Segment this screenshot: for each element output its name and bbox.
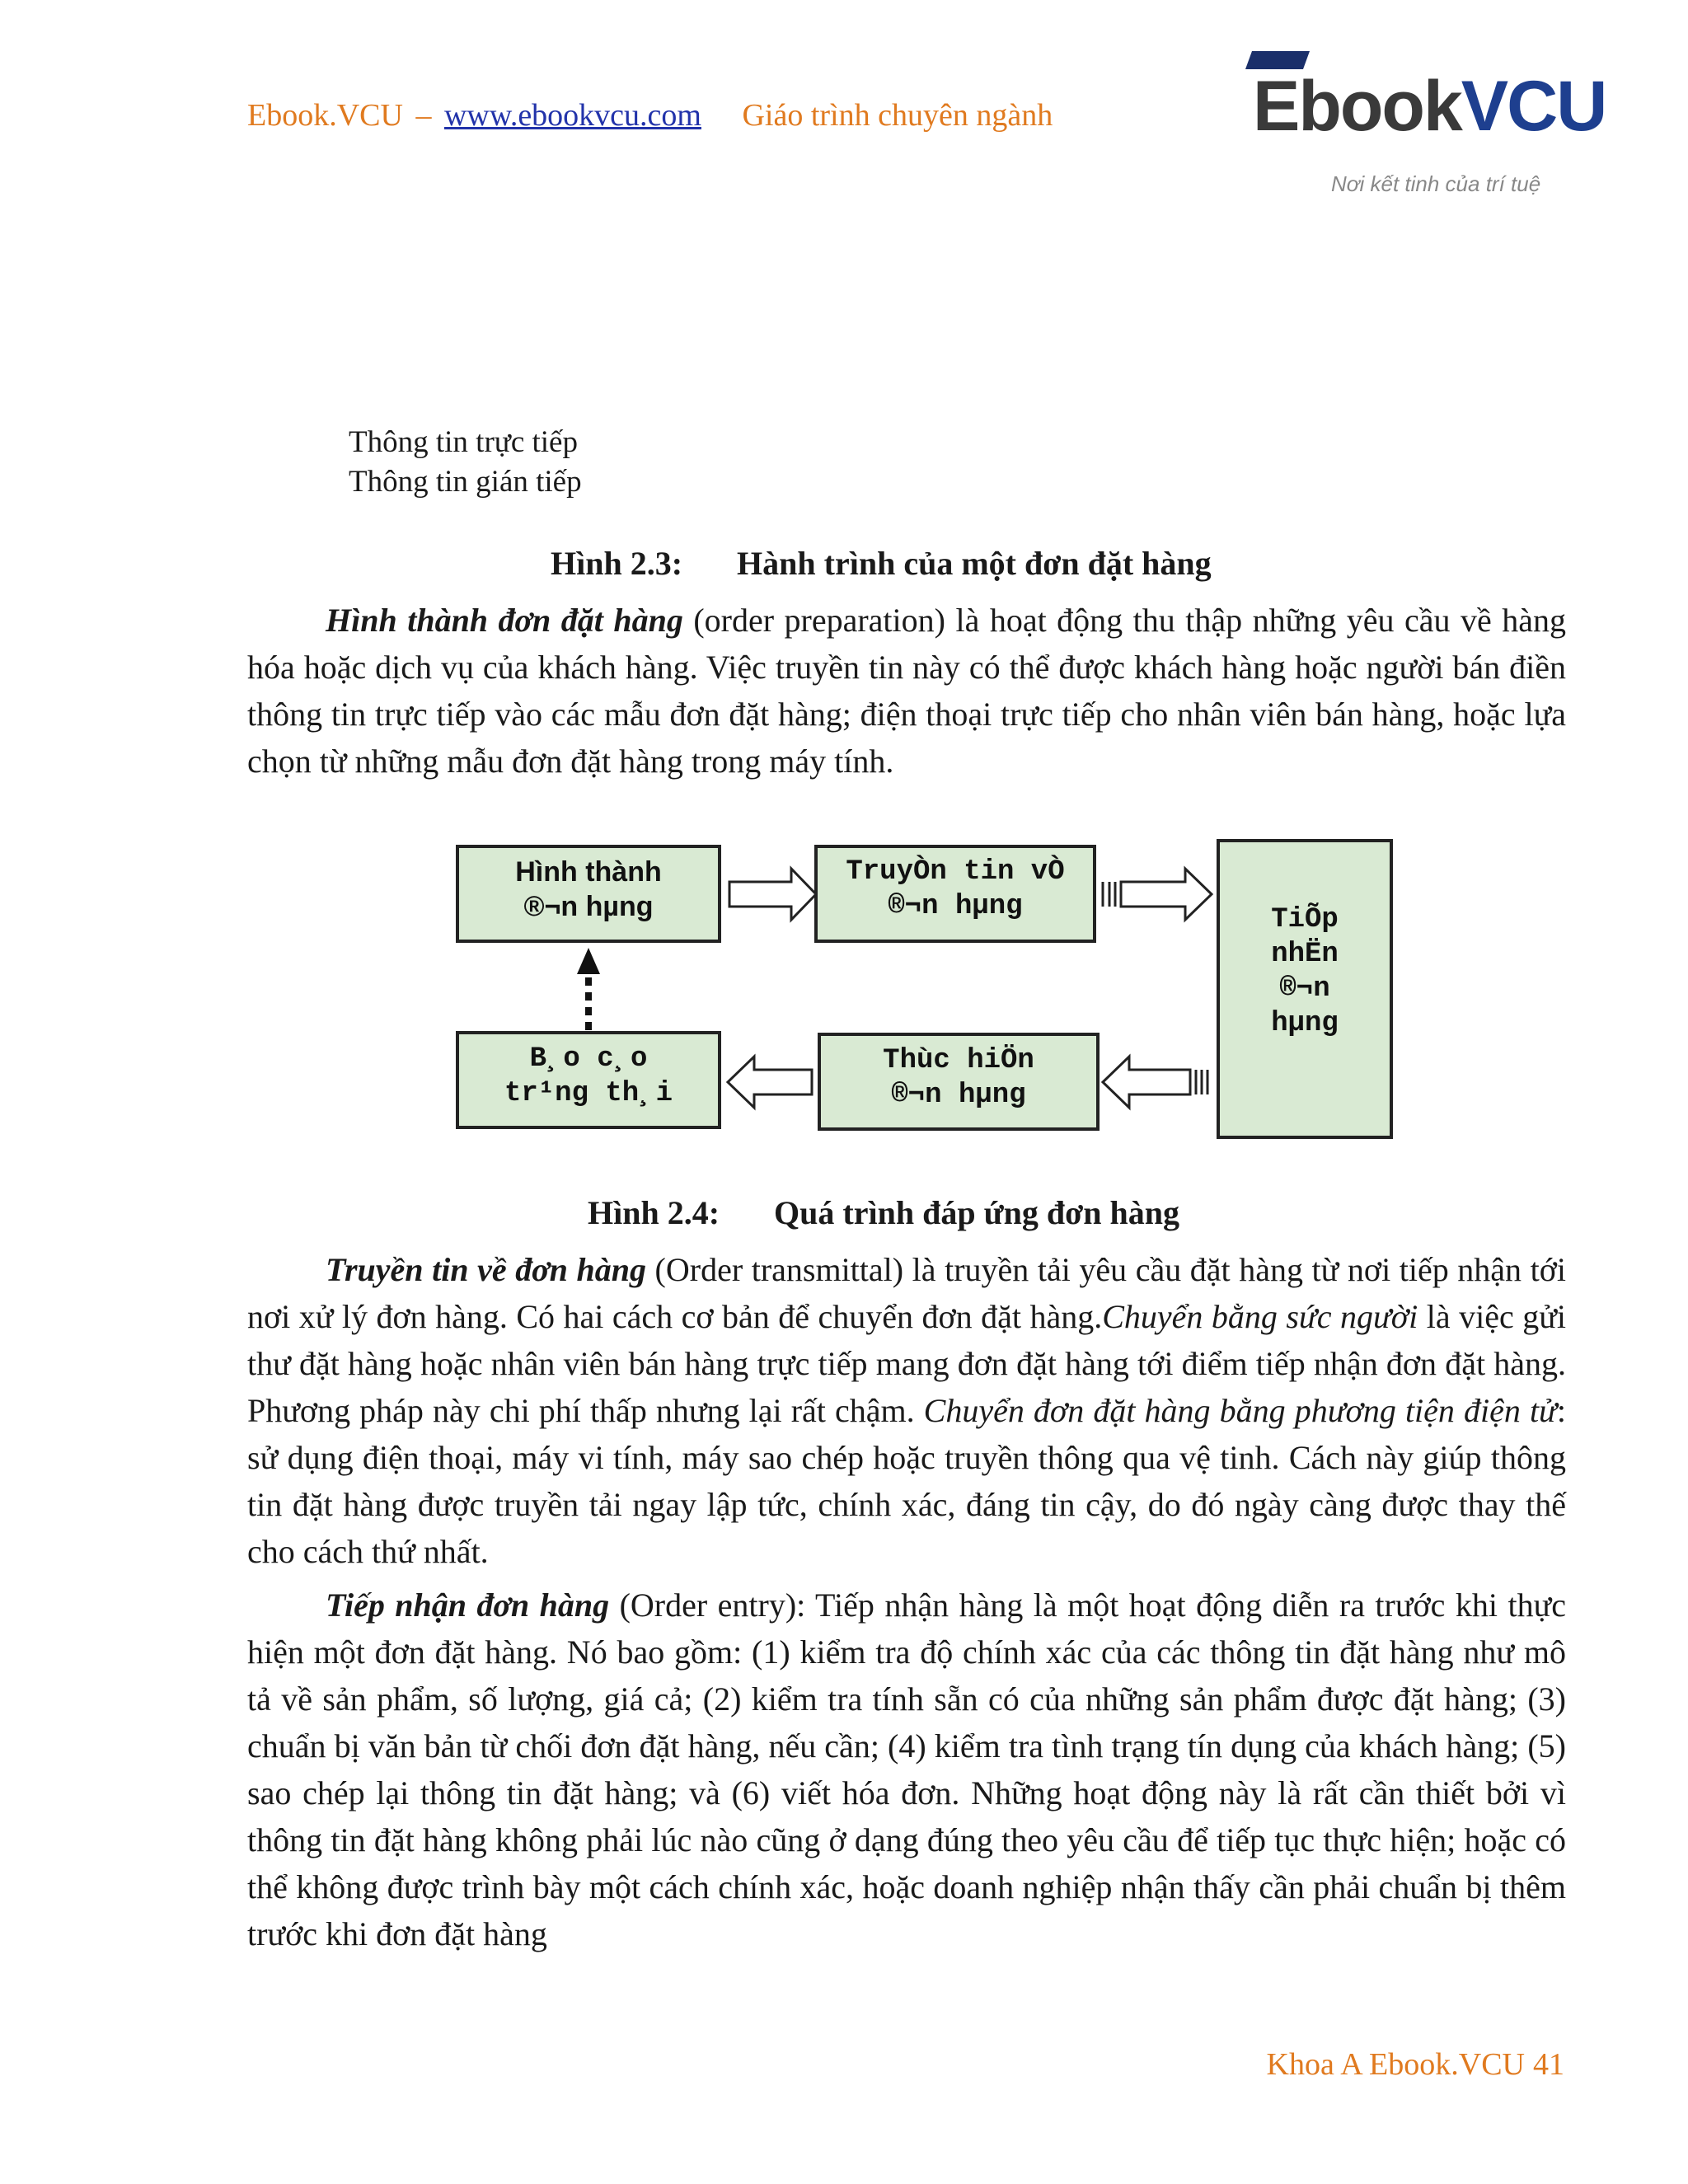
label-status-report: B¸o c¸o tr¹ng th¸i: [504, 1043, 673, 1109]
paragraph-text: (order preparation) là hoạt động thu thập những yêu cầu về hàng hóa hoặc dịch vụ của khách hàng. Việc truyền tin này có thể được khách hàng hoặc người bán điền thông tin trực tiếp vào các mẫu đơn đặt hàng; điện thoại trực tiếp cho nhân viên bán hàng, hoặc lựa chọn từ những mẫu đơn đặt hàng trong máy tính.: [247, 602, 1567, 780]
label-order-transmittal: TruyÒn tin vÒ ®¬n hµng: [846, 856, 1065, 922]
figure-2-3-caption: [551, 544, 1212, 583]
term-electronic-transfer: Chuyển đơn đặt hàng bằng phương tiện điện tử: [923, 1392, 1557, 1429]
arrow-entry-to-fulfillment: [1103, 1057, 1207, 1108]
figure-number: Hình 2.3:: [551, 545, 683, 582]
page-header: [247, 97, 1053, 134]
arrow-prep-to-transmittal: [729, 869, 816, 920]
label-order-entry: TiÕp nhËn ®¬n hµng: [1271, 904, 1339, 1039]
footer-label: Khoa A Ebook.VCU: [1266, 2047, 1525, 2082]
figure-number: Hình 2.4:: [588, 1194, 720, 1231]
header-site: Ebook.VCU: [247, 98, 403, 133]
paragraph-order-entry: [247, 1582, 1566, 1957]
paragraph-order-preparation: [247, 597, 1566, 785]
legend-direct-info: Thông tin trực tiếp: [349, 425, 578, 459]
term-manual-transfer: Chuyển bằng sức người: [1102, 1298, 1418, 1335]
label-order-preparation: Hình thành ®¬n hµng: [515, 856, 662, 922]
figure-2-4-caption: [588, 1193, 1179, 1232]
logo-tagline: Nơi kết tinh của trí tuệ: [1331, 171, 1541, 196]
dotted-arrow-report-to-prep: [577, 948, 600, 1030]
arrow-fulfillment-to-report: [728, 1057, 812, 1108]
arrow-transmittal-to-entry: [1103, 869, 1212, 920]
term-order-transmittal: Truyền tin về đơn hàng: [326, 1251, 646, 1288]
term-order-preparation: Hình thành đơn đặt hàng: [326, 602, 683, 639]
legend-indirect-info: Thông tin gián tiếp: [349, 465, 582, 499]
header-separator: –: [415, 98, 432, 133]
page-footer: [1259, 2046, 1565, 2083]
paragraph-order-transmittal: Truyền tin về đơn hàng (Order transmittal) là truyền tải yêu cầu đặt hàng từ nơi tiếp nhận tới nơi xử lý đơn hàng. Có hai cách cơ bản để chuyển đơn đặt hàng.Chuyển bằng sức người là việc gửi thư đặt hàng hoặc nhân viên bán hàng trực tiếp mang đơn đặt hàng tới điểm tiếp nhận đơn đặt hàng. Phương pháp này chi phí thấp nhưng lại rất chậm. Chuyển đơn đặt hàng bằng phương tiện điện tử: sử dụng điện thoại, máy vi tính, máy sao chép hoặc truyền thông qua vệ tinh. Cách này giúp thông tin đặt hàng được truyền tải ngay lập tức, chính xác, đáng tin cậy, do đó ngày càng được thay thế cho cách thứ nhất.: [247, 1251, 1567, 1570]
figure-title: Quá trình đáp ứng đơn hàng: [774, 1194, 1179, 1231]
header-subject: Giáo trình chuyên ngành: [742, 98, 1053, 133]
ebook-vcu-logo: [1236, 33, 1606, 196]
header-url-link[interactable]: www.ebookvcu.com: [443, 98, 701, 133]
logo-wordmark: EbookVCU: [1253, 67, 1606, 146]
order-cycle-diagram: [445, 832, 1434, 1154]
figure-title: Hành trình của một đơn đặt hàng: [737, 545, 1212, 582]
paragraph-text: (Order entry): Tiếp nhận hàng là một hoạt động diễn ra trước khi thực hiện một đơn đặt hàng. Nó bao gồm: (1) kiểm tra độ chính xác của các thông tin đặt hàng như mô tả về sản phẩm, số lượng, giá cả; (2) kiểm tra tính sẵn có của những sản phẩm được đặt hàng; (3) chuẩn bị văn bản từ chối đơn đặt hàng, nếu cần; (4) kiểm tra tình trạng tín dụng của khách hàng; (5) sao chép lại thông tin đặt hàng; và (6) viết hóa đơn. Những hoạt động này là rất cần thiết bởi vì thông tin đặt hàng không phải lúc nào cũng ở dạng đúng theo yêu cầu để tiếp tục thực hiện; hoặc có thể không được trình bày một cách chính xác, hoặc doanh nghiệp nhận thấy cần phải chuẩn bị thêm trước khi đơn đặt hàng: [247, 1586, 1567, 1952]
label-order-fulfillment: Thùc hiÖn ®¬n hµng: [883, 1045, 1034, 1111]
page-number: 41: [1533, 2047, 1564, 2082]
term-order-entry: Tiếp nhận đơn hàng: [326, 1586, 610, 1624]
